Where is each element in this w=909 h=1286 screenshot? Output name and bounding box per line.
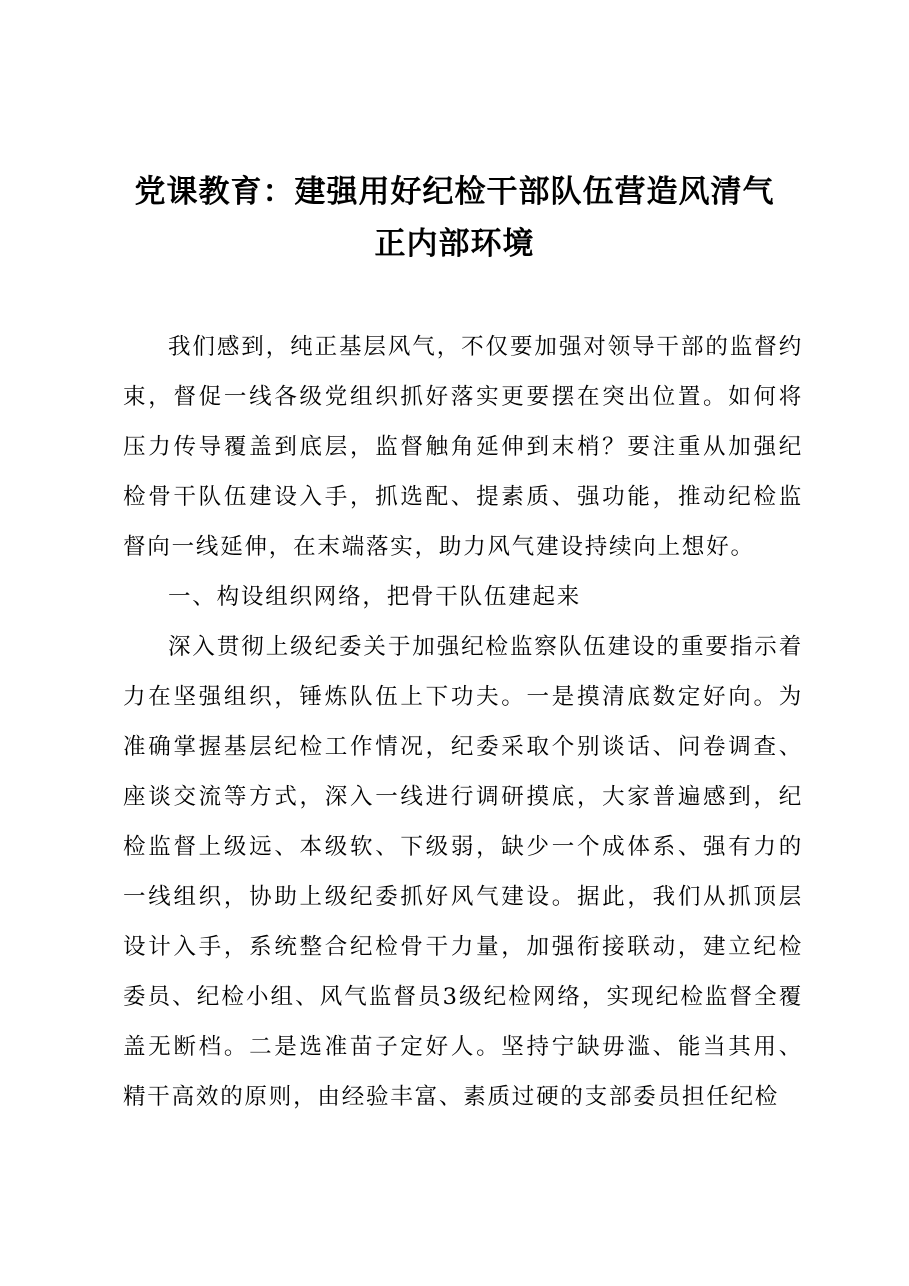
section-heading-1: 一、构设组织网络，把骨干队伍建起来 [168,584,582,610]
title-line-1: 党课教育：建强用好纪检干部队伍营造风清气 [134,174,775,210]
document-body [123,322,803,1122]
title-line-2: 正内部环境 [374,226,535,262]
document-title [100,166,809,270]
paragraph-intro: 我们感到，纯正基层风气，不仅要加强对领导干部的监督约束，督促一线各级党组织抓好落实更要摆在突出位置。如何将压力传导覆盖到底层，监督触角延伸到末梢？要注重从加强纪检骨干队伍建设入手，抓选配、提素质、强功能，推动纪检监督向一线延伸，在末端落实，助力风气建设持续向上想好。 [123,334,803,560]
paragraph-section-1: 深入贯彻上级纪委关于加强纪检监察队伍建设的重要指示着力在坚强组织，锤炼队伍上下功夫。一是摸清底数定好向。为准确掌握基层纪检工作情况，纪委采取个别谈话、问卷调查、座谈交流等方式，深入一线进行调研摸底，大家普遍感到，纪检监督上级远、本级软、下级弱，缺少一个成体系、强有力的一线组织，协助上级纪委抓好风气建设。据此，我们从抓顶层设计入手，系统整合纪检骨干力量，加强衔接联动，建立纪检委员、纪检小组、风气监督员3级纪检网络，实现纪检监督全覆盖无断档。二是选准苗子定好人。坚持宁缺毋滥、能当其用、精干高效的原则，由经验丰富、素质过硬的支部委员担任纪检 [123,634,803,1110]
